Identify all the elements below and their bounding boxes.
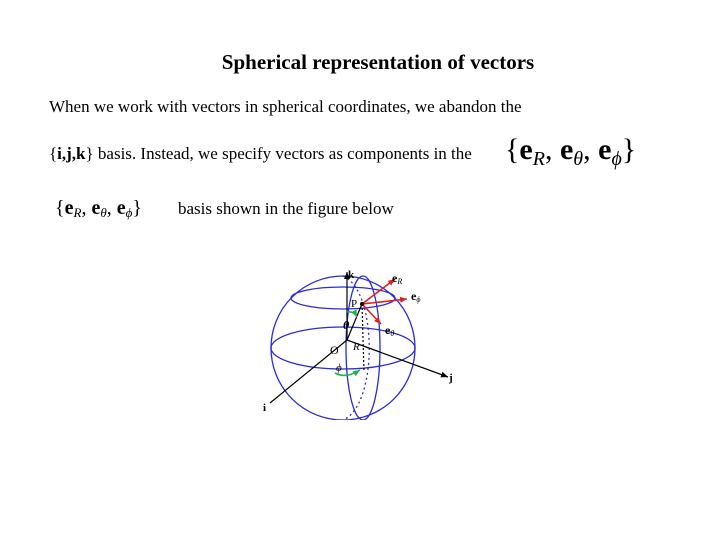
point-p-label: P — [351, 298, 358, 310]
spherical-basis-large — [505, 133, 637, 170]
brace-close: } — [621, 133, 637, 166]
projection-line — [362, 304, 364, 372]
point-p — [360, 302, 364, 306]
sphere-outline — [271, 276, 415, 420]
radius-label: R — [353, 341, 360, 353]
e-theta-label: eθ — [385, 323, 395, 338]
brace-open: { — [55, 197, 65, 219]
e-phi-subscript: ϕ — [611, 148, 622, 170]
e-theta-subscript: θ — [573, 148, 584, 170]
page-title: Spherical representation of vectors — [221, 50, 535, 74]
spherical-basis-inline — [55, 197, 142, 220]
i-axis-label: i — [263, 402, 267, 414]
comma: , — [583, 133, 599, 166]
comma: , — [81, 197, 92, 219]
comma: , — [106, 197, 117, 219]
sphere — [271, 276, 415, 420]
phi-label: ϕ — [336, 362, 342, 374]
ijk-basis: i,j,k — [57, 144, 86, 163]
k-axis-label: k — [348, 269, 355, 281]
theta-label: θ — [343, 318, 350, 332]
e-r-subscript: R — [73, 205, 82, 220]
paragraph-line-1: When we work with vectors in spherical coordinates, we abandon the — [49, 97, 522, 116]
e-r-symbol: e — [64, 197, 74, 219]
brace-open: { — [49, 144, 58, 163]
brace-open: { — [505, 133, 520, 166]
e-theta-symbol: e — [559, 133, 574, 166]
coordinate-axes — [270, 272, 448, 403]
e-theta-subscript: θ — [100, 205, 107, 220]
origin-label: O — [330, 343, 339, 357]
e-r-label: eR — [392, 271, 403, 286]
j-axis — [347, 340, 448, 377]
spherical-coordinates-figure — [250, 260, 465, 420]
e-r-symbol: e — [519, 133, 533, 166]
e-theta-symbol: e — [91, 197, 101, 219]
j-axis-label: j — [449, 372, 453, 384]
e-r-subscript: R — [532, 148, 545, 170]
paragraph-line-2-text: } basis. Instead, we specify vectors as components in the — [85, 144, 472, 163]
e-phi-symbol: e — [598, 133, 612, 166]
e-phi-label: eϕ — [411, 289, 421, 304]
comma: , — [544, 133, 560, 166]
e-phi-subscript: ϕ — [125, 205, 133, 220]
e-phi-symbol: e — [116, 197, 126, 219]
paragraph-line-2 — [49, 144, 472, 164]
brace-close: } — [132, 197, 142, 219]
paragraph-line-3: basis shown in the figure below — [178, 199, 394, 218]
